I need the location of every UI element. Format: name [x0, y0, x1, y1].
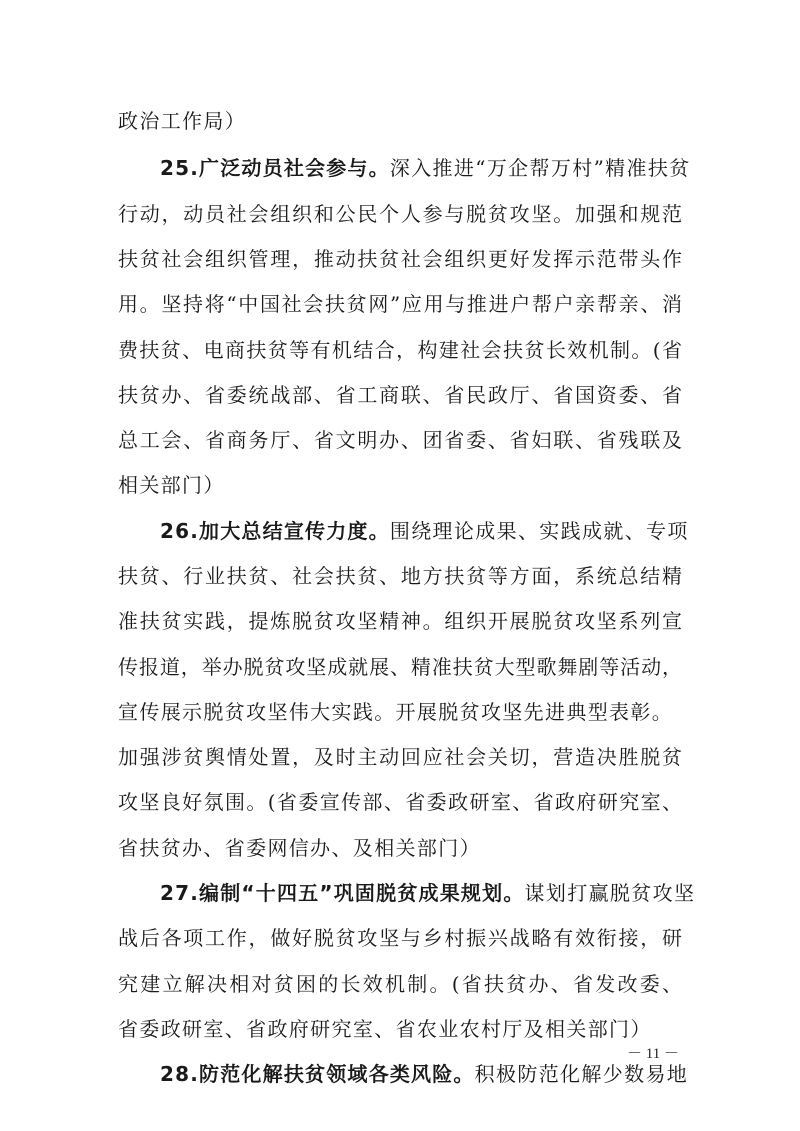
paragraph-25-heading: 25.广泛动员社会参与。: [160, 156, 390, 180]
text-line: 攻坚良好氛围。(省委宣传部、省委政研室、省政府研究室、: [118, 790, 682, 814]
paragraph-27-text: 谋划打赢脱贫攻坚: [524, 881, 696, 905]
paragraph-28-first-line: [160, 1054, 689, 1094]
paragraph-26-text: 围绕理论成果、实践成就、专项: [389, 519, 689, 543]
text-line: 宣传展示脱贫攻坚伟大实践。开展脱贫攻坚先进典型表彰。: [118, 700, 674, 724]
text-line: 总工会、省商务厅、省文明办、团省委、省妇联、省残联及: [118, 428, 682, 452]
text-line: 战后各项工作，做好脱贫攻坚与乡村振兴战略有效衔接，研: [118, 926, 682, 950]
text-line: 扶贫社会组织管理，推动扶贫社会组织更好发挥示范带头作: [118, 247, 682, 271]
paragraph-26-heading: 26.加大总结宣传力度。: [160, 519, 390, 543]
text-line: 费扶贫、电商扶贫等有机结合，构建社会扶贫长效机制。(省: [118, 338, 682, 362]
text-line: 传报道，举办脱贫攻坚成就展、精准扶贫大型歌舞剧等活动，: [118, 655, 682, 679]
paragraph-28-heading: 28.防范化解扶贫领域各类风险。: [160, 1062, 475, 1086]
paragraph-25-text: 深入推进“万企帮万村”精准扶贫: [389, 156, 691, 180]
text-line: 扶贫、行业扶贫、社会扶贫、地方扶贫等方面，系统总结精: [118, 564, 682, 588]
text-line: 行动，动员社会组织和公民个人参与脱贫攻坚。加强和规范: [118, 202, 682, 226]
paragraph-26-first-line: [160, 511, 689, 551]
paragraph-27-heading: 27.编制“十四五”巩固脱贫成果规划。: [160, 881, 525, 905]
text-line: 准扶贫实践，提炼脱贫攻坚精神。组织开展脱贫攻坚系列宣: [118, 609, 682, 633]
paragraph-27-first-line: [160, 873, 696, 913]
text-line: 扶贫办、省委统战部、省工商联、省民政厅、省国资委、省: [118, 383, 682, 407]
text-line: 加强涉贫舆情处置，及时主动回应社会关切，营造决胜脱贫: [118, 745, 682, 769]
text-line: 相关部门）: [118, 473, 225, 497]
text-line: 省委政研室、省政府研究室、省农业农村厅及相关部门）: [118, 1017, 652, 1041]
paragraph-25-first-line: [160, 148, 691, 188]
paragraph-28-text: 积极防范化解少数易地: [474, 1062, 689, 1086]
page-number: － 11 －: [627, 1046, 679, 1062]
text-line: 究建立解决相对贫困的长效机制。(省扶贫办、省发改委、: [118, 972, 682, 996]
text-line: 省扶贫办、省委网信办、及相关部门）: [118, 836, 481, 860]
text-line: 用。坚持将“中国社会扶贫网”应用与推进户帮户亲帮亲、消: [118, 292, 682, 316]
text-line: 政治工作局）: [118, 109, 247, 133]
